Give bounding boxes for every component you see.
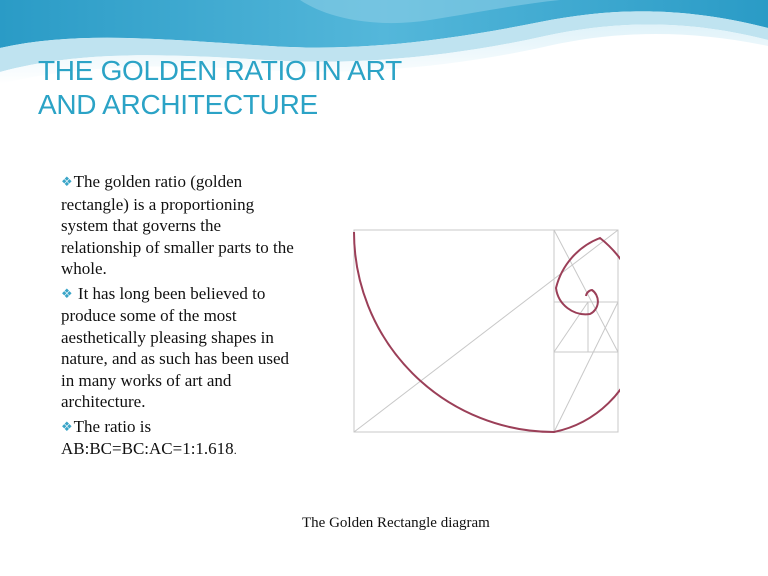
bullet-list [61,171,301,462]
bullet-text: It has long been believed to produce some of the most aesthetically pleasing shapes in nature, and as such has been used in many works of art and architecture. [61,283,290,411]
diagonal-3 [554,230,618,352]
diamond-bullet-icon: ❖ [61,418,73,434]
bullet-text: The golden ratio (golden rectangle) is a proportioning system that governs the relationship of smaller parts to the whole. [61,172,294,278]
bullet-text: The ratio is AB:BC=BC:AC=1:1.618 [61,416,234,458]
bullet-text-period: . [233,443,237,457]
bullet-item [61,416,301,462]
bullet-item [61,171,301,280]
slide-title [38,54,458,122]
diagonal-1 [354,230,618,432]
diamond-bullet-icon: ❖ [61,174,73,189]
diagonal-2 [554,302,618,432]
diamond-bullet-icon: ❖ [61,285,73,301]
slide-title-line-1: THE GOLDEN RATIO IN ART [38,55,402,86]
golden-rectangle-diagram [352,228,620,434]
slide-title-line-2: AND ARCHITECTURE [38,89,318,120]
diagram-caption: The Golden Rectangle diagram [302,515,490,531]
bullet-item [61,283,301,413]
